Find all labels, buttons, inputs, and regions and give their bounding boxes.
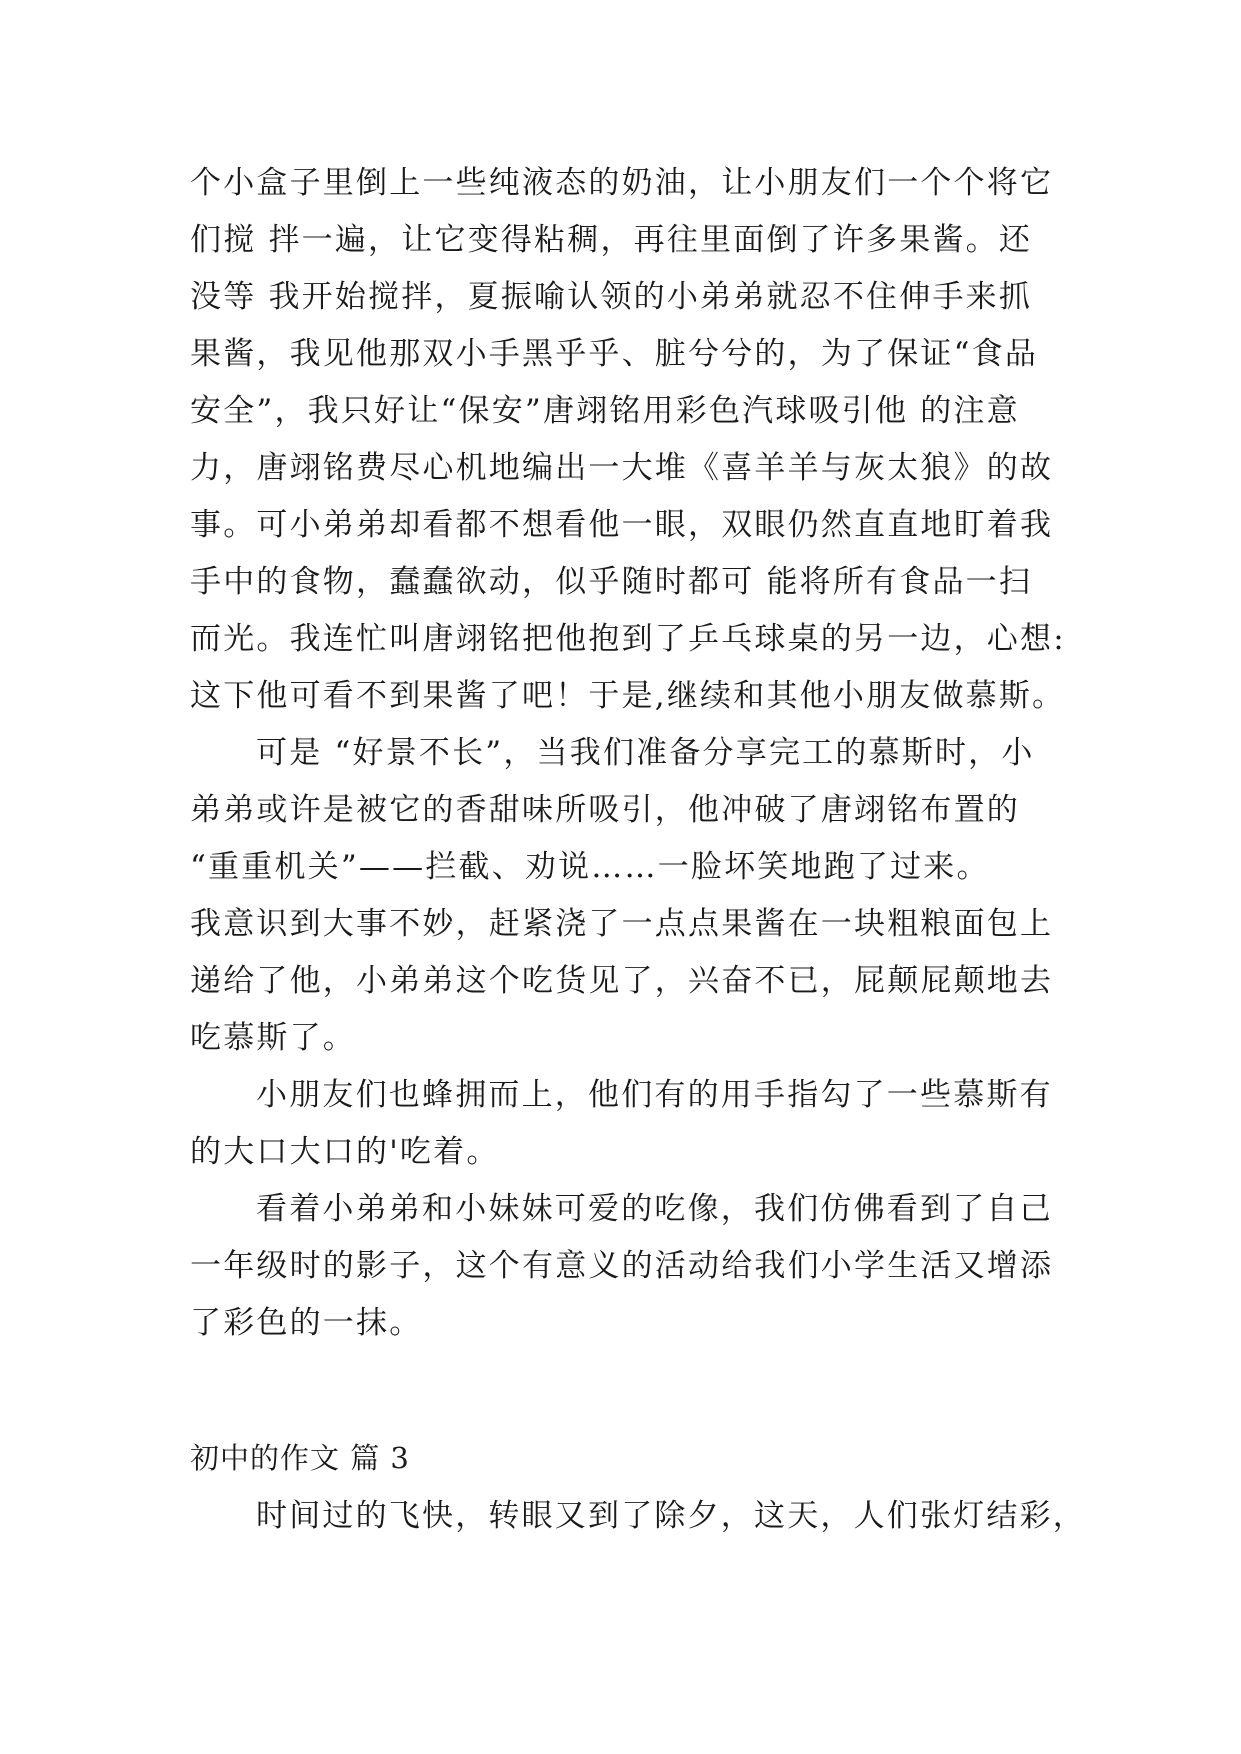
text-line: 看着小弟弟和小妹妹可爱的吃像，我们仿佛看到了自己 bbox=[256, 1191, 1053, 1227]
text-line: 没等 我开始搅拌，夏振喻认领的小弟弟就忍不住伸手来抓 bbox=[190, 279, 1033, 315]
text-line: 小朋友们也蜂拥而上，他们有的用手指勾了一些慕斯有 bbox=[256, 1077, 1053, 1113]
text-line: 的大口大口的'吃着。 bbox=[190, 1134, 500, 1170]
section-heading: 初中的作文 篇 3 bbox=[190, 1441, 410, 1475]
text-line: 我意识到大事不妙，赶紧浇了一点点果酱在一块粗粮面包上 bbox=[190, 906, 1054, 942]
text-line: 时间过的飞快，转眼又到了除夕，这天，人们张灯结彩， bbox=[256, 1498, 1086, 1534]
text-line: 吃慕斯了。 bbox=[190, 1020, 356, 1056]
text-line: 力，唐翊铭费尽心机地编出一大堆《喜羊羊与灰太狼》的故 bbox=[190, 450, 1054, 486]
text-line: 个小盒子里倒上一些纯液态的奶油，让小朋友们一个个将它 bbox=[190, 165, 1054, 201]
text-line: “重重机关”——拦截、劝说……一脸坏笑地跑了过来。 bbox=[190, 849, 990, 885]
text-line: 弟弟或许是被它的香甜味所吸引，他冲破了唐翊铭布置的 bbox=[190, 792, 1020, 828]
text-line: 们搅 拌一遍，让它变得粘稠，再往里面倒了许多果酱。还 bbox=[190, 222, 1033, 258]
text-line: 递给了他，小弟弟这个吃货见了，兴奋不已，屁颠屁颠地去 bbox=[190, 963, 1054, 999]
text-line: 这下他可看不到果酱了吧！于是,继续和其他小朋友做慕斯。 bbox=[190, 678, 1066, 714]
text-line: 安全”，我只好让“保安”唐翊铭用彩色汽球吸引他 的注意 bbox=[190, 393, 1020, 429]
text-line: 果酱，我见他那双小手黑乎乎、脏兮兮的，为了保证“食品 bbox=[190, 336, 1039, 372]
text-line: 手中的食物，蠢蠢欲动，似乎随时都可 能将所有食品一扫 bbox=[190, 564, 1033, 600]
text-line: 事。可小弟弟却看都不想看他一眼，双眼仍然直直地盯着我 bbox=[190, 507, 1054, 543]
text-line: 而光。我连忙叫唐翊铭把他抱到了乒乓球桌的另一边，心想: bbox=[190, 621, 1066, 657]
text-line: 可是 “好景不长”，当我们准备分享完工的慕斯时，小 bbox=[256, 735, 1035, 771]
text-line: 一年级时的影子，这个有意义的活动给我们小学生活又增添 bbox=[190, 1248, 1054, 1284]
text-line: 了彩色的一抹。 bbox=[190, 1305, 423, 1341]
